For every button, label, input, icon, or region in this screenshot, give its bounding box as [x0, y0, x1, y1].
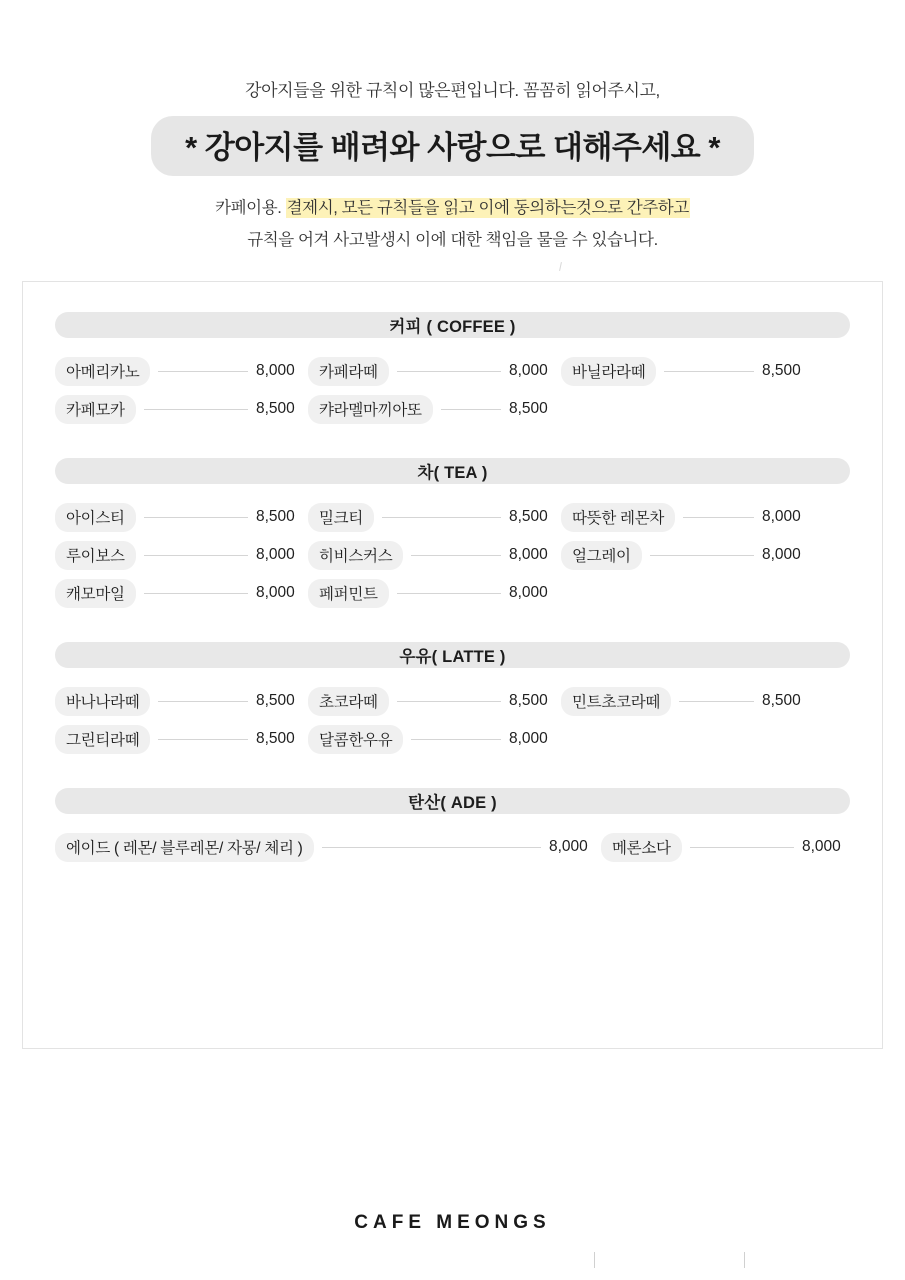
menu-item — [308, 503, 561, 532]
page-header — [0, 0, 905, 254]
menu-item-name: 카페모카 — [55, 395, 136, 424]
menu-item — [308, 395, 561, 424]
menu-item-price: 8,500 — [256, 692, 295, 709]
menu-item-rows — [55, 682, 850, 758]
menu-item — [55, 395, 308, 424]
leader-line — [397, 593, 501, 594]
menu-item — [55, 503, 308, 532]
leader-line — [664, 371, 754, 372]
menu-item-name: 카페라떼 — [308, 357, 389, 386]
menu-item — [55, 833, 601, 862]
menu-item-price: 8,000 — [509, 730, 548, 747]
decorative-tick-mark-right — [744, 1252, 745, 1268]
menu-item-price: 8,000 — [256, 584, 295, 601]
menu-item-price: 8,000 — [256, 546, 295, 563]
leader-line — [411, 739, 501, 740]
menu-item-name: 그린티라떼 — [55, 725, 150, 754]
menu-item-price: 8,500 — [256, 400, 295, 417]
menu-section-title: 커피 ( COFFEE ) — [55, 312, 850, 338]
decorative-tick-mark-left — [594, 1252, 595, 1268]
menu-item-name: 페퍼민트 — [308, 579, 389, 608]
notice-line-3 — [0, 196, 905, 222]
menu-row — [55, 720, 850, 758]
leader-line — [397, 371, 501, 372]
section-spacer — [55, 616, 850, 642]
menu-sections — [23, 282, 882, 866]
leader-line — [144, 555, 248, 556]
leader-line — [397, 701, 501, 702]
menu-item-price: 8,500 — [509, 400, 548, 417]
leader-line — [158, 371, 248, 372]
menu-item — [55, 725, 308, 754]
menu-item — [561, 357, 814, 386]
menu-item-price: 8,500 — [762, 692, 801, 709]
menu-section-title: 탄산( ADE ) — [55, 788, 850, 814]
menu-item — [308, 687, 561, 716]
notice-line-3-prefix: 카페이용. — [215, 198, 286, 217]
menu-row — [55, 498, 850, 536]
menu-item-rows — [55, 828, 850, 866]
menu-item-rows — [55, 352, 850, 428]
menu-item-price: 8,000 — [509, 584, 548, 601]
section-spacer — [55, 432, 850, 458]
menu-item-price: 8,000 — [762, 546, 801, 563]
menu-item — [308, 541, 561, 570]
notice-line-4: 규칙을 어겨 사고발생시 이에 대한 책임을 물을 수 있습니다. — [247, 231, 658, 250]
menu-item-name: 캐모마일 — [55, 579, 136, 608]
menu-item — [561, 503, 814, 532]
menu-row — [55, 390, 850, 428]
leader-line — [158, 701, 248, 702]
decorative-tick-mark — [559, 262, 562, 271]
leader-line — [322, 847, 541, 848]
menu-item-name: 바나나라떼 — [55, 687, 150, 716]
page-title-wrap — [0, 116, 905, 176]
menu-item-price: 8,000 — [256, 362, 295, 379]
menu-item-name: 바닐라라떼 — [561, 357, 656, 386]
menu-row — [55, 352, 850, 390]
leader-line — [158, 739, 248, 740]
menu-item-price: 8,000 — [802, 838, 841, 855]
menu-item-price: 8,500 — [762, 362, 801, 379]
menu-item-price: 8,500 — [256, 508, 295, 525]
menu-item — [55, 579, 308, 608]
menu-item-name: 메론소다 — [601, 833, 682, 862]
menu-item-price: 8,500 — [256, 730, 295, 747]
brand-footer: CAFE MEONGS — [354, 1212, 551, 1233]
menu-item — [55, 357, 308, 386]
menu-row — [55, 536, 850, 574]
menu-item-name: 민트초코라떼 — [561, 687, 671, 716]
menu-section — [55, 458, 850, 612]
menu-item — [308, 725, 561, 754]
menu-item — [601, 833, 854, 862]
menu-section — [55, 788, 850, 866]
notice-line-3-highlight: 결제시, 모든 규칙들을 읽고 이에 동의하는것으로 간주하고 — [286, 198, 689, 217]
section-spacer — [55, 762, 850, 788]
menu-item-name: 캬라멜마끼아또 — [308, 395, 433, 424]
menu-item-name: 아이스티 — [55, 503, 136, 532]
notice-line-1: 강아지들을 위한 규칙이 많은편입니다. 꼼꼼히 읽어주시고, — [245, 81, 660, 100]
menu-card — [22, 281, 883, 1049]
menu-section — [55, 642, 850, 758]
menu-item — [55, 687, 308, 716]
menu-item-price: 8,000 — [509, 362, 548, 379]
menu-item — [55, 541, 308, 570]
menu-item-price: 8,000 — [762, 508, 801, 525]
leader-line — [690, 847, 794, 848]
menu-item — [561, 541, 814, 570]
menu-item-name: 얼그레이 — [561, 541, 642, 570]
menu-row — [55, 828, 850, 866]
page-title: * 강아지를 배려와 사랑으로 대해주세요 * — [151, 116, 754, 176]
menu-row — [55, 574, 850, 612]
leader-line — [650, 555, 754, 556]
menu-item-name: 달콤한우유 — [308, 725, 403, 754]
leader-line — [411, 555, 501, 556]
menu-section-title: 차( TEA ) — [55, 458, 850, 484]
leader-line — [382, 517, 501, 518]
menu-item-name: 따뜻한 레몬차 — [561, 503, 675, 532]
menu-item-name: 아메리카노 — [55, 357, 150, 386]
leader-line — [144, 409, 248, 410]
menu-item-name: 초코라떼 — [308, 687, 389, 716]
leader-line — [144, 593, 248, 594]
leader-line — [144, 517, 248, 518]
menu-section-title: 우유( LATTE ) — [55, 642, 850, 668]
menu-item — [561, 687, 814, 716]
menu-item-name: 히비스커스 — [308, 541, 403, 570]
menu-item — [308, 579, 561, 608]
leader-line — [683, 517, 754, 518]
menu-item-name: 루이보스 — [55, 541, 136, 570]
menu-row — [55, 682, 850, 720]
menu-item-price: 8,000 — [549, 838, 588, 855]
menu-item-rows — [55, 498, 850, 612]
menu-item-name: 에이드 ( 레몬/ 블루레몬/ 자몽/ 체리 ) — [55, 833, 314, 862]
menu-item-price: 8,000 — [509, 546, 548, 563]
leader-line — [441, 409, 501, 410]
menu-item-price: 8,500 — [509, 508, 548, 525]
leader-line — [679, 701, 754, 702]
menu-item — [308, 357, 561, 386]
menu-item-price: 8,500 — [509, 692, 548, 709]
menu-item-name: 밀크티 — [308, 503, 374, 532]
menu-section — [55, 312, 850, 428]
